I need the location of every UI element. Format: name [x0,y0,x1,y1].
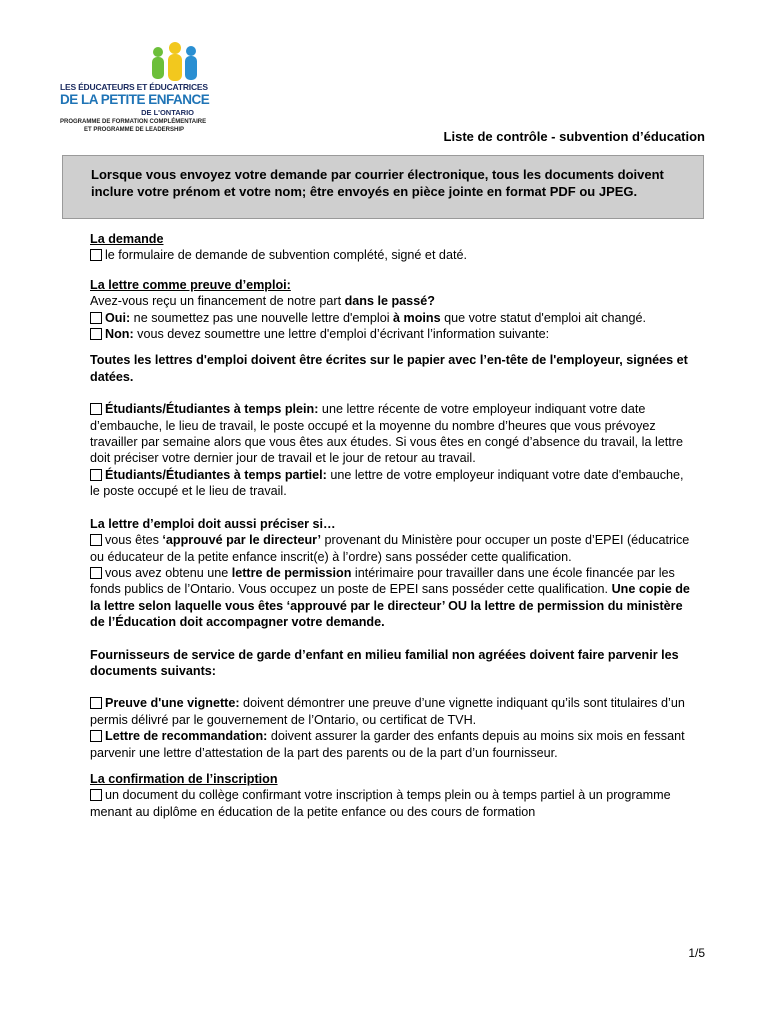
section-heading-fournisseurs: Fournisseurs de service de garde d’enfant en milieu familial non agréées doivent faire parvenir les documents suivants: [90,647,679,678]
checkbox[interactable] [90,534,102,546]
section-heading-preciser: La lettre d’emploi doit aussi préciser si… [90,516,336,531]
checklist-item-directeur: vous êtes ‘approuvé par le directeur’ provenant du Ministère pour occuper un poste d’EPEI (éducatrice ou éducateur de la petite enfance inscrit(e) à l’ordre) sans posséder cette qualification. [90,533,690,564]
checklist-item-recommandation: Lettre de recommandation: doivent assurer la garder des enfants depuis au moins six mois en fessant parvenir une lettre d’attestation de la part des parents ou de la part d’un fournisseur. [90,729,685,760]
checklist-item-permission: vous avez obtenu une lettre de permission intérimaire pour travailler dans une école financée par les fonds publics de l’Ontario. Vous occupez un poste de EPEI sans posséder cette qualification. Une copie de la lettre selon laquelle vous êtes ‘approuvé par le directeur’ OU la lettre de permission du ministère de l’Éducation doit accompagner votre demande. [90,565,690,630]
section-heading-demande: La demande [90,232,164,246]
checkbox[interactable] [90,697,102,709]
checkbox[interactable] [90,789,102,801]
checkbox[interactable] [90,567,102,579]
section-heading-lettre: La lettre comme preuve d’emploi: [90,277,291,292]
all-letters-note: Toutes les lettres d'emploi doivent être écrites sur le papier avec l’en-tête de l'employeur, signées et datées. [90,353,688,384]
checklist-item-oui: Oui: ne soumettez pas une nouvelle lettre d'emploi à moins que votre statut d'emploi ait changé. [90,310,690,326]
checkbox[interactable] [90,328,102,340]
item-text: le formulaire de demande de subvention complété, signé et daté. [105,248,467,263]
notice-box: Lorsque vous envoyez votre demande par courrier électronique, tous les documents doivent inclure votre prénom et votre nom; être envoyés en pièce jointe en format PDF ou JPEG. [62,155,704,219]
document-title: Liste de contrôle - subvention d’éducation [443,129,705,144]
section-heading-inscription: La confirmation de l’inscription [90,771,278,786]
logo-line-5: ET PROGRAMME DE LEADERSHIP [84,127,185,133]
checklist-item-partiel: Étudiants/Étudiantes à temps partiel: une lettre de votre employeur indiquant votre date d'embauche, le poste occupé et le lieu de travail. [90,467,684,499]
checkbox[interactable] [90,249,102,261]
logo-line-2: DE LA PETITE ENFANCE [60,92,210,107]
checklist-item-plein: Étudiants/Étudiantes à temps plein: une lettre récente de votre employeur indiquant votre date d’embauche, le lieu de travail, le poste occupé et la moyenne du nombre d’heures que vous prévoyez travailler par semaine alors que vous êtes aux études. Si vous êtes en congé d’absence du travail, la lettre doit préciser votre dernier jour de travail et le jour de retour au travail. [90,402,683,466]
logo-figures-icon [148,42,200,82]
checklist-item-vignette: Preuve d'une vignette: doivent démontrer une preuve d’une vignette indiquant qu’ils sont titulaires d’un permis délivré par le gouvernement de l’Ontario, ou certificat de TVH. [90,696,685,727]
checklist-content [90,231,690,820]
checklist-item-inscription: un document du collège confirmant votre inscription à temps plein ou à temps partiel à un programme menant au diplôme en éducation de la petite enfance ou des cours de formation [90,788,671,819]
checkbox[interactable] [90,312,102,324]
page-number: 1/5 [688,946,705,960]
checklist-item [90,247,690,263]
logo-line-3: DE L'ONTARIO [141,108,194,117]
question-text: Avez-vous reçu un financement de notre part dans le passé? [90,294,435,309]
logo-line-4: PROGRAMME DE FORMATION COMPLÉMENTAIRE [60,119,207,125]
logo-line-1: LES ÉDUCATEURS ET ÉDUCATRICES [60,82,208,92]
checkbox[interactable] [90,730,102,742]
checkbox[interactable] [90,403,102,415]
organization-logo [60,42,210,134]
checkbox[interactable] [90,469,102,481]
checklist-item-non: Non: vous devez soumettre une lettre d'emploi d’écrivant l’information suivante: [90,326,690,342]
